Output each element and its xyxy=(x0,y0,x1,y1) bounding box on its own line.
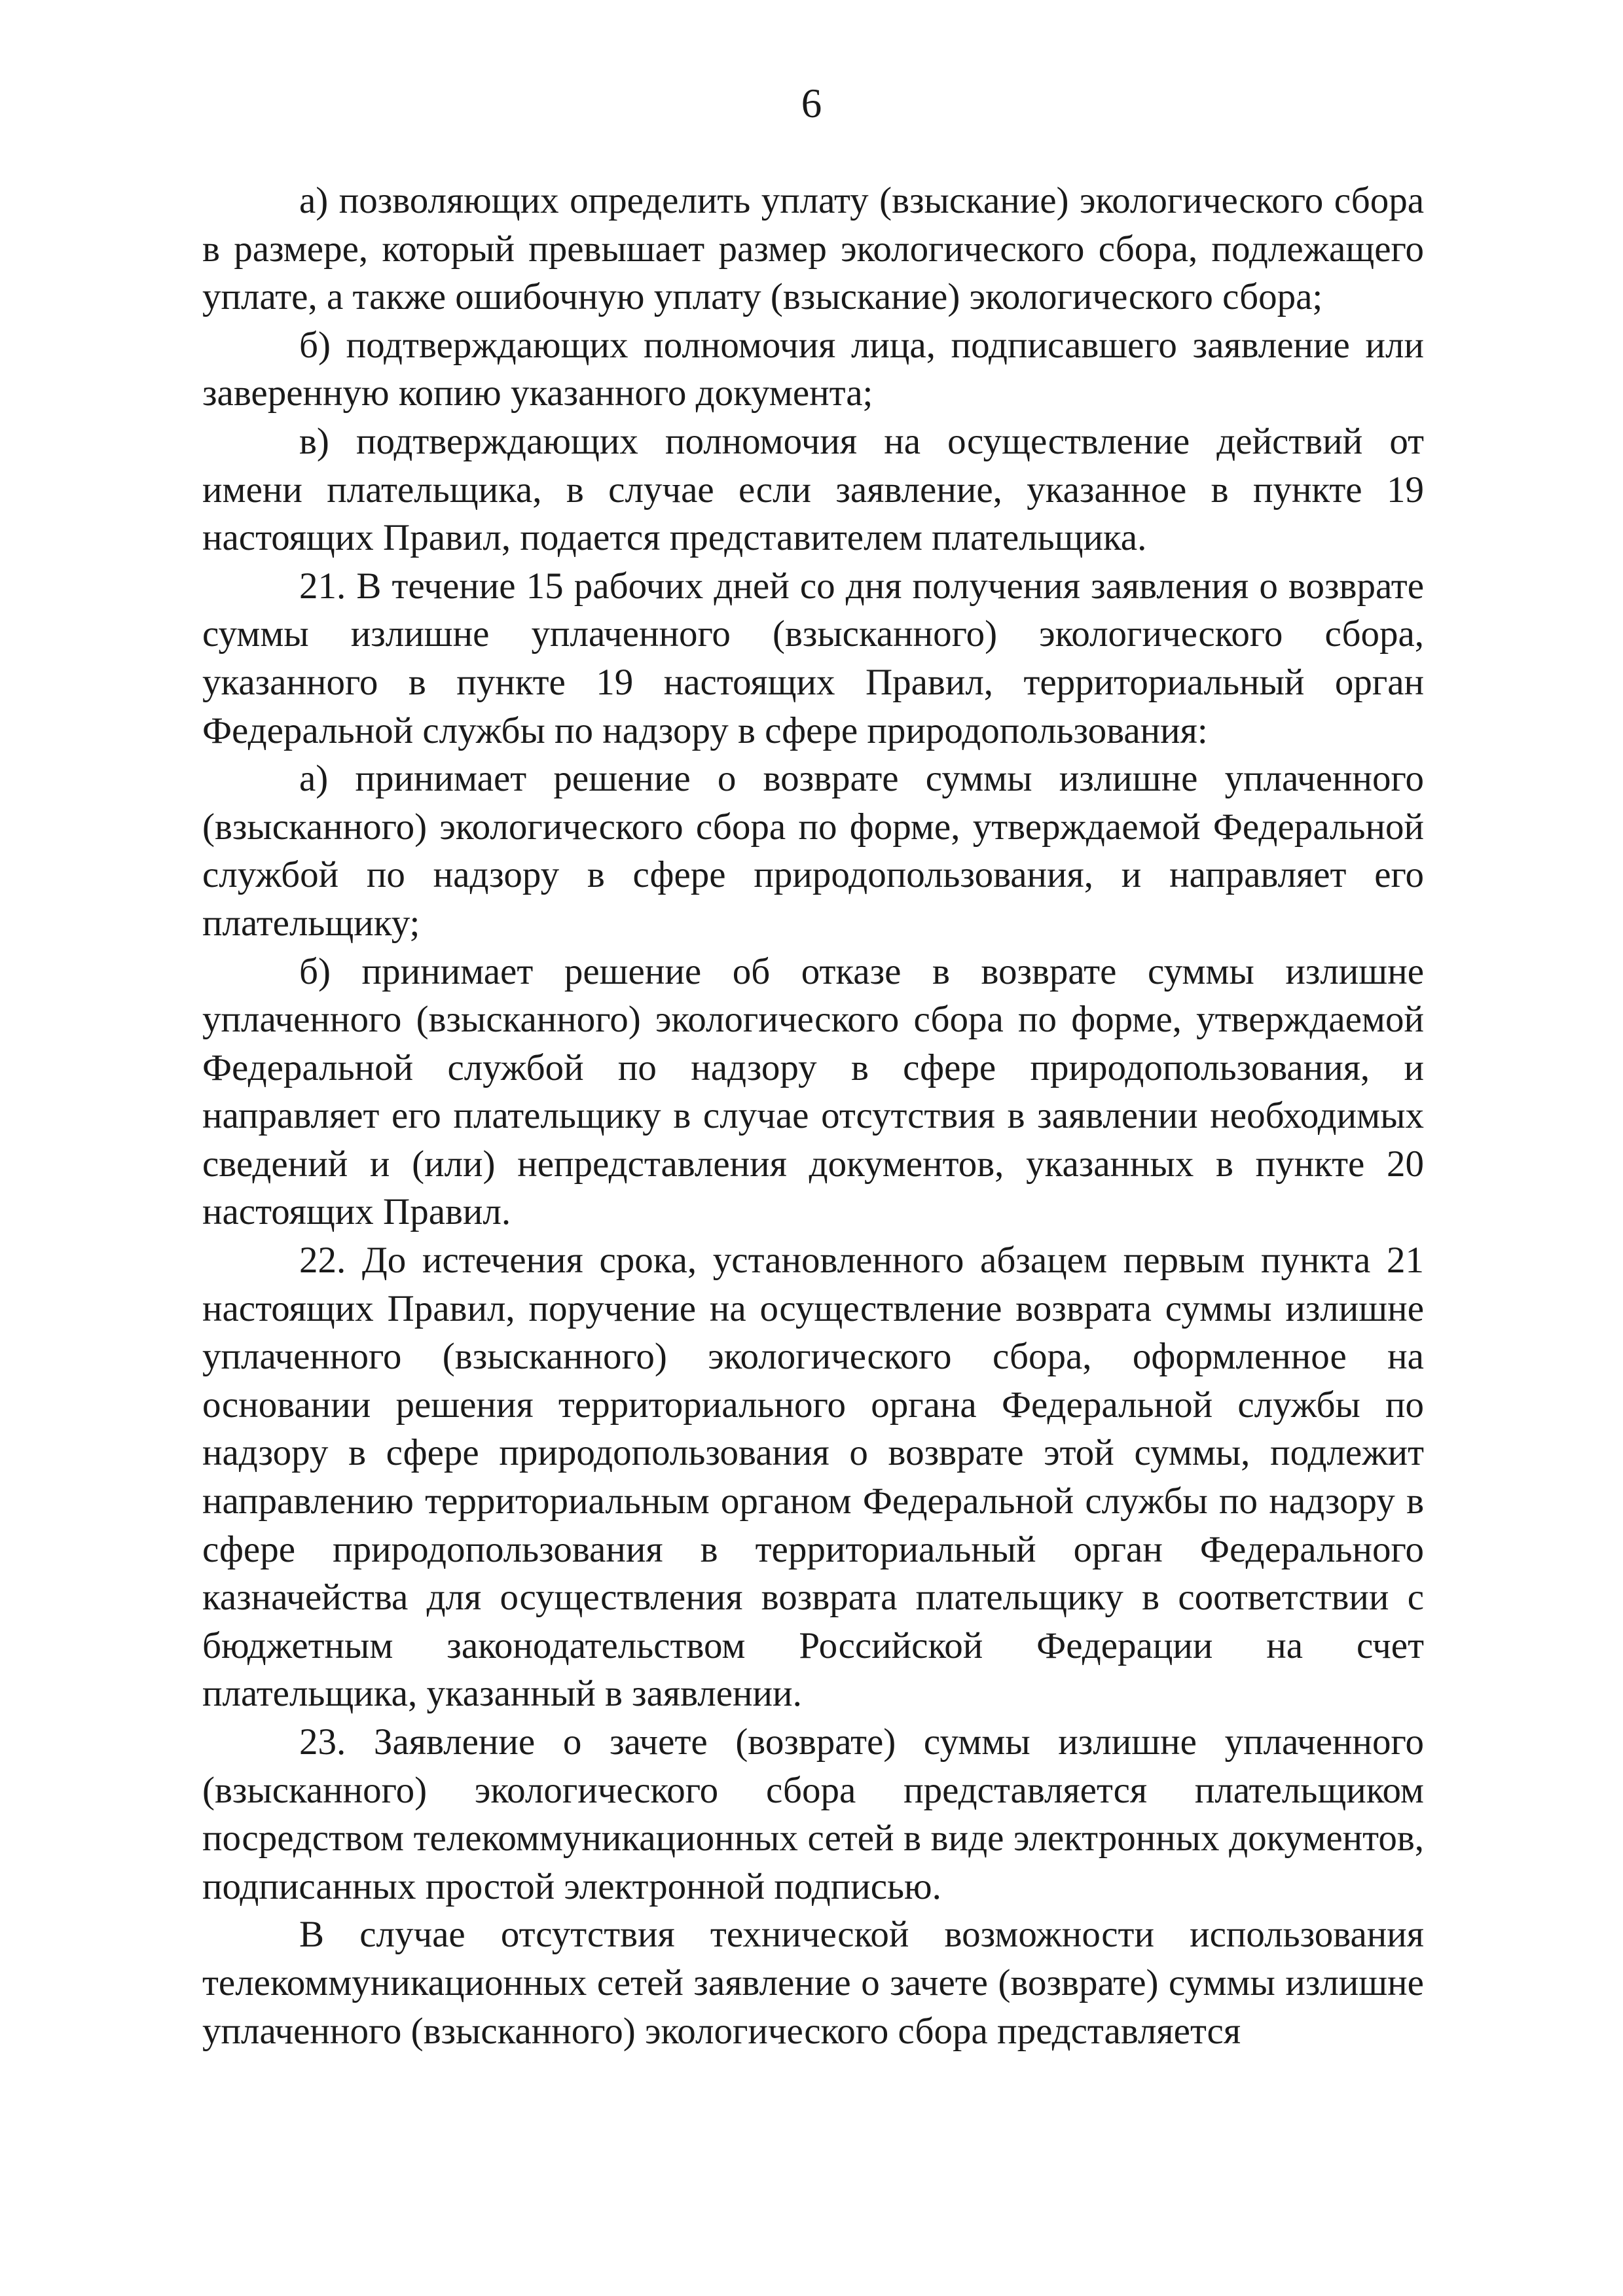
clause-21-item-b: б) принимает решение об отказе в возврате суммы излишне уплаченного (взысканного) экологического сбора по форме, утверждаемой Федеральной службой по надзору в сфере природопользования, и направляет его плательщику в случае отсутствия в заявлении необходимых сведений и (или) непредставления документов, указанных в пункте 20 настоящих Правил. xyxy=(202,950,1424,1233)
clause-22: 22. До истечения срока, установленного абзацем первым пункта 21 настоящих Правил, поручение на осуществление возврата суммы излишне уплаченного (взысканного) экологического сбора, оформленное на основании решения территориального органа Федеральной службы по надзору в сфере природопользования о возврате этой суммы, подлежит направлению территориальным органом Федеральной службы по надзору в сфере природопользования в территориальный орган Федерального казначейства для осуществления возврата плательщику в соответствии с бюджетным законодательством Российской Федерации на счет плательщика, указанный в заявлении. xyxy=(202,1240,1424,1715)
clause-23: 23. Заявление о зачете (возврате) суммы излишне уплаченного (взысканного) экологического сбора представляется плательщиком посредством телекоммуникационных сетей в виде электронных документов, подписанных простой электронной подписью. xyxy=(202,1721,1424,1907)
clause-23-continuation: В случае отсутствия технической возможности использования телекоммуникационных сетей заявление о зачете (возврате) суммы излишне уплаченного (взысканного) экологического сбора представляется xyxy=(202,1914,1424,2052)
document-body xyxy=(202,177,1424,2055)
page-number: 6 xyxy=(801,81,822,126)
clause-21: 21. В течение 15 рабочих дней со дня получения заявления о возврате суммы излишне уплаченного (взысканного) экологического сбора, указанного в пункте 19 настоящих Правил, территориальный орган Федеральной службы по надзору в сфере природопользования: xyxy=(202,565,1424,751)
paragraph-c-representative-authority: в) подтверждающих полномочия на осуществление действий от имени плательщика, в случае если заявление, указанное в пункте 19 настоящих Правил, подается представителем плательщика. xyxy=(202,420,1424,559)
paragraph-b-signer-authority: б) подтверждающих полномочия лица, подписавшего заявление или заверенную копию указанного документа; xyxy=(202,324,1424,414)
paragraph-a-overpayment-evidence: а) позволяющих определить уплату (взыскание) экологического сбора в размере, который превышает размер экологического сбора, подлежащего уплате, а также ошибочную уплату (взыскание) экологического сбора; xyxy=(202,180,1424,318)
clause-21-item-a: а) принимает решение о возврате суммы излишне уплаченного (взысканного) экологического сбора по форме, утверждаемой Федеральной службой по надзору в сфере природопользования, и направляет его плательщику; xyxy=(202,758,1424,944)
